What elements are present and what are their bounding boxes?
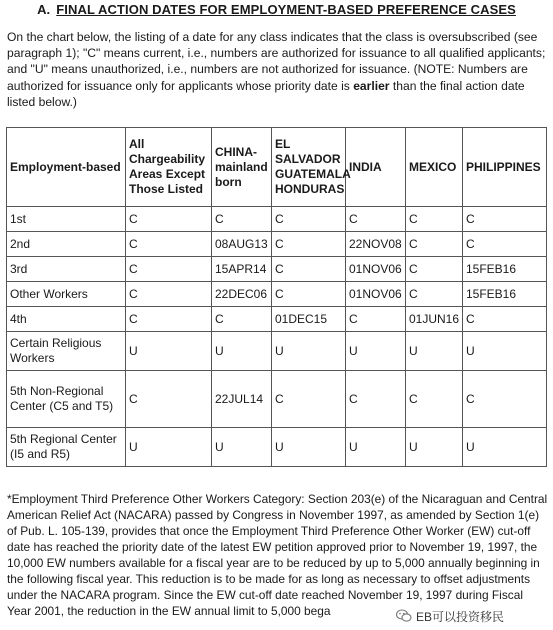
row-category: 4th <box>7 307 126 332</box>
table-header-row <box>7 128 547 207</box>
table-row <box>7 307 547 332</box>
table-cell: U <box>212 332 272 371</box>
table-cell: 22JUL14 <box>212 371 272 428</box>
row-category: 5th Regional Center (I5 and R5) <box>7 428 126 467</box>
intro-paragraph <box>7 29 547 110</box>
wechat-icon <box>396 609 412 623</box>
table-cell: C <box>272 207 346 232</box>
table-cell: 01NOV06 <box>346 282 406 307</box>
table-cell: C <box>212 307 272 332</box>
table-cell: C <box>346 371 406 428</box>
row-category: 2nd <box>7 232 126 257</box>
table-row <box>7 332 547 371</box>
table-cell: 01JUN16 <box>406 307 463 332</box>
table-cell: C <box>406 257 463 282</box>
table-cell: C <box>126 282 212 307</box>
row-category: Other Workers <box>7 282 126 307</box>
table-cell: C <box>272 232 346 257</box>
section-heading <box>0 2 553 17</box>
table-cell: C <box>406 207 463 232</box>
watermark-text: EB可以投资移民 <box>416 609 505 624</box>
table-cell: U <box>346 332 406 371</box>
header-employment-based: Employment-based <box>7 128 126 207</box>
table-cell: U <box>272 428 346 467</box>
row-category: 1st <box>7 207 126 232</box>
table-cell: U <box>126 332 212 371</box>
table-cell: U <box>463 428 547 467</box>
table-row <box>7 371 547 428</box>
table-cell: C <box>272 371 346 428</box>
section-title: FINAL ACTION DATES FOR EMPLOYMENT-BASED PREFERENCE CASES <box>56 2 516 17</box>
table-row <box>7 207 547 232</box>
table-cell: U <box>406 428 463 467</box>
table-cell: U <box>272 332 346 371</box>
table-cell: C <box>272 257 346 282</box>
table-cell: 01NOV06 <box>346 257 406 282</box>
table-cell: U <box>406 332 463 371</box>
table-cell: C <box>126 257 212 282</box>
table-cell: C <box>406 232 463 257</box>
table-cell: C <box>463 207 547 232</box>
table-cell: C <box>126 307 212 332</box>
table-cell: 15FEB16 <box>463 282 547 307</box>
table-cell: 22NOV08 <box>346 232 406 257</box>
intro-text-part1: On the chart below, the listing of a date for any class indicates that the class is oversubscribed (see paragraph 1); "C" means current, i.e., numbers are authorized for issuance to all qualified applicants; and "U" means unauthorized, i.e., numbers are not authorized for issuance. (NOTE: Numbers are authorized for issuance only for applicants whose priority date is <box>7 30 546 93</box>
table-cell: C <box>463 371 547 428</box>
row-category: 3rd <box>7 257 126 282</box>
table-cell: C <box>126 232 212 257</box>
table-cell: C <box>463 307 547 332</box>
table-row <box>7 232 547 257</box>
header-all-chargeability: All Chargeability Areas Except Those Listed <box>126 128 212 207</box>
table-cell: 01DEC15 <box>272 307 346 332</box>
header-india: INDIA <box>346 128 406 207</box>
table-cell: U <box>212 428 272 467</box>
table-cell: C <box>272 282 346 307</box>
header-philippines: PHILIPPINES <box>463 128 547 207</box>
table-row <box>7 257 547 282</box>
section-letter: A. <box>37 2 51 17</box>
table-cell: U <box>126 428 212 467</box>
table-cell: 15FEB16 <box>463 257 547 282</box>
header-el-salvador-guatemala-honduras: EL SALVADOR GUATEMALA HONDURAS <box>272 128 346 207</box>
intro-text-part2: than the final action date listed below.) <box>7 78 525 109</box>
table-cell: C <box>346 307 406 332</box>
row-category: 5th Non-Regional Center (C5 and T5) <box>7 371 126 428</box>
table-cell: C <box>212 207 272 232</box>
header-china: CHINA-mainland born <box>212 128 272 207</box>
footnote-paragraph: *Employment Third Preference Other Workers Category: Section 203(e) of the Nicaraguan and Central American Relief Act (NACARA) passed by Congress in November 1997, as amended by Section 1(e) of Pub. L. 105-139, provides that once the Employment Third Preference Other Worker (EW) cut-off date has reached the priority date of the latest EW petition approved prior to November 19, 1997, the 10,000 EW numbers available for a fiscal year are to be reduced by up to 5,000 annually beginning in the following fiscal year. This reduction is to be made for as long as necessary to offset adjustments under the NACARA program. Since the EW cut-off date reached November 19, 1997 during Fiscal Year 2001, the reduction in the EW annual limit to 5,000 bega <box>7 492 548 618</box>
table-row <box>7 428 547 467</box>
table-cell: C <box>406 371 463 428</box>
table-cell: 22DEC06 <box>212 282 272 307</box>
intro-emphasis: earlier <box>353 78 390 93</box>
final-action-dates-table <box>6 127 547 467</box>
table-cell: C <box>463 232 547 257</box>
header-mexico: MEXICO <box>406 128 463 207</box>
table-cell: 15APR14 <box>212 257 272 282</box>
table-cell: U <box>346 428 406 467</box>
table-cell: C <box>126 207 212 232</box>
table-cell: C <box>126 371 212 428</box>
table-cell: C <box>406 282 463 307</box>
table-row <box>7 282 547 307</box>
table-cell: C <box>346 207 406 232</box>
table-cell: U <box>463 332 547 371</box>
row-category: Certain Religious Workers <box>7 332 126 371</box>
table-cell: 08AUG13 <box>212 232 272 257</box>
watermark <box>396 606 551 626</box>
